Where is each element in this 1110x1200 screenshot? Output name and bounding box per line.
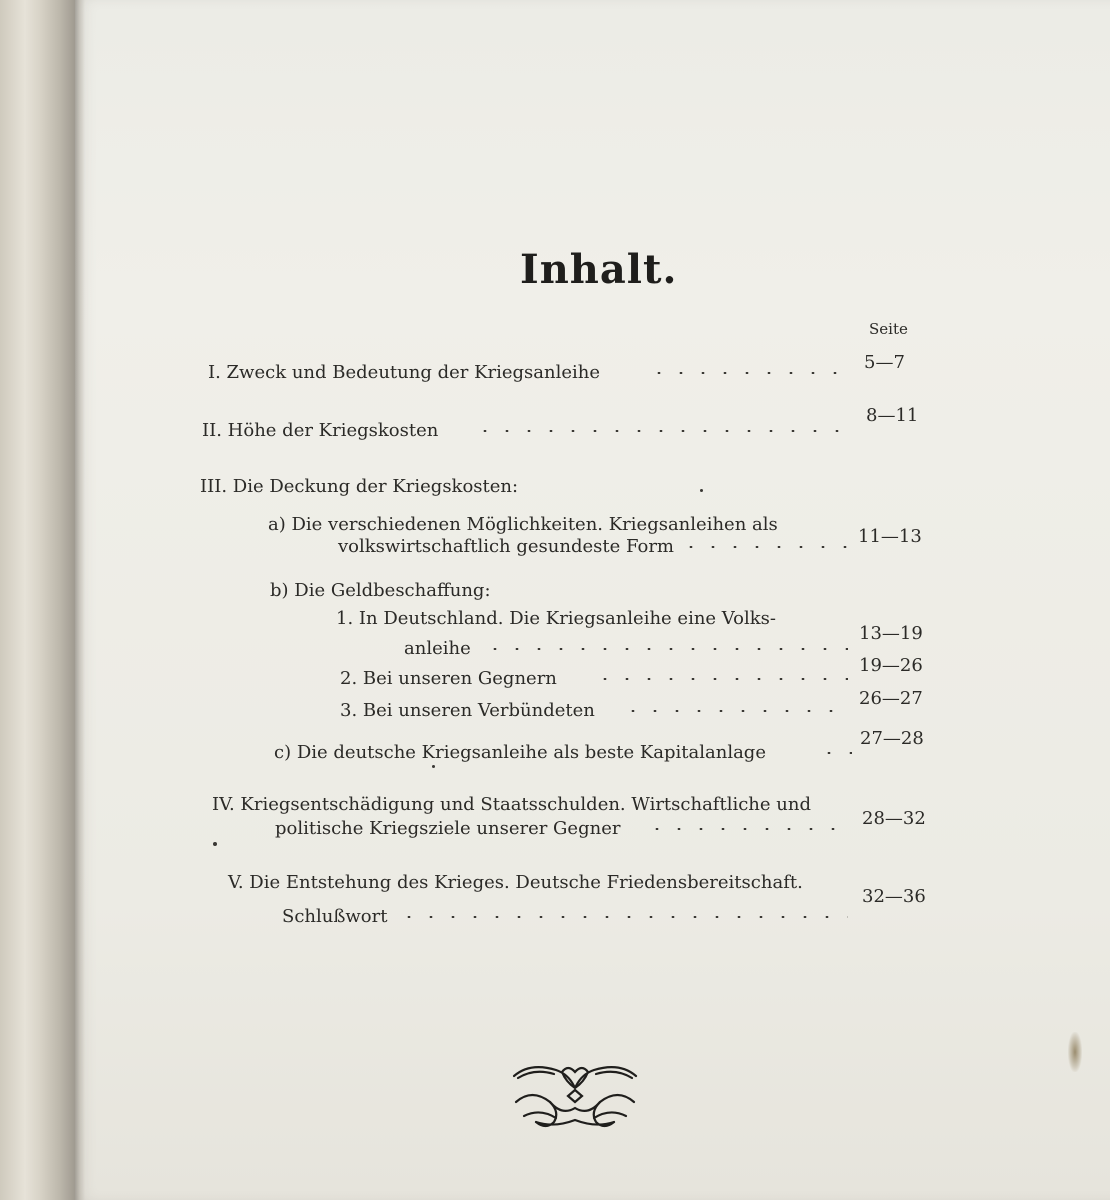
leader-dots bbox=[818, 752, 852, 754]
toc-entry-9-label: c) Die deutsche Kriegsanleihe als beste Kapitalanlage bbox=[274, 742, 766, 763]
toc-entry-8-label: 3. Bei unseren Verbündeten bbox=[340, 700, 595, 721]
toc-entry-6-label-line1: 1. In Deutschland. Die Kriegsanleihe eine Volks- bbox=[336, 608, 776, 629]
toc-entry-11-label-line1: V. Die Entstehung des Krieges. Deutsche Friedensbereitschaft. bbox=[228, 872, 803, 893]
toc-entry-6-label-line2: anleihe bbox=[404, 638, 471, 659]
art-nouveau-ornament bbox=[510, 1058, 640, 1132]
toc-entry-7-label: 2. Bei unseren Gegnern bbox=[340, 668, 557, 689]
book-page bbox=[75, 0, 1110, 1200]
toc-entry-1-label: I. Zweck und Bedeutung der Kriegsanleihe bbox=[208, 362, 601, 383]
leader-dots bbox=[646, 828, 848, 830]
ink-speck bbox=[213, 842, 217, 846]
ink-speck bbox=[700, 489, 703, 492]
leader-dots bbox=[398, 916, 848, 918]
toc-entry-11-pages: 32—36 bbox=[862, 886, 926, 907]
toc-entry-10-pages: 28—32 bbox=[862, 808, 926, 829]
ink-speck bbox=[432, 765, 435, 768]
toc-entry-5-label: b) Die Geldbeschaffung: bbox=[270, 580, 491, 601]
page-gutter-shadow bbox=[75, 0, 85, 1200]
leader-dots bbox=[594, 678, 848, 680]
leader-dots bbox=[622, 710, 848, 712]
toc-entry-11-label-line2: Schlußwort bbox=[282, 906, 388, 927]
toc-title: Inhalt. bbox=[520, 246, 678, 293]
leader-dots bbox=[680, 546, 850, 548]
toc-entry-10-label-line2: politische Kriegsziele unserer Gegner bbox=[275, 818, 621, 839]
leader-dots bbox=[474, 430, 848, 432]
toc-entry-1-pages: 5—7 bbox=[864, 352, 905, 373]
toc-entry-3-label: III. Die Deckung der Kriegskosten: bbox=[200, 476, 519, 497]
toc-entry-4-pages: 11—13 bbox=[858, 526, 922, 547]
toc-entry-8-pages: 26—27 bbox=[859, 688, 923, 709]
leader-dots bbox=[484, 648, 848, 650]
leader-dots bbox=[648, 372, 848, 374]
toc-entry-10-label-line1: IV. Kriegsentschädigung und Staatsschulden. Wirtschaftliche und bbox=[212, 794, 811, 815]
paper-stain bbox=[1068, 1032, 1082, 1072]
page-column-header: Seite bbox=[869, 320, 908, 338]
toc-entry-4-label-line1: a) Die verschiedenen Möglichkeiten. Kriegsanleihen als bbox=[268, 514, 778, 535]
toc-entry-9-pages: 27—28 bbox=[860, 728, 924, 749]
toc-entry-6-pages: 13—19 bbox=[859, 623, 923, 644]
toc-entry-7-pages: 19—26 bbox=[859, 655, 923, 676]
toc-entry-2-label: II. Höhe der Kriegskosten bbox=[202, 420, 439, 441]
toc-entry-4-label-line2: volkswirtschaftlich gesundeste Form bbox=[338, 536, 674, 557]
toc-entry-2-pages: 8—11 bbox=[866, 405, 919, 426]
